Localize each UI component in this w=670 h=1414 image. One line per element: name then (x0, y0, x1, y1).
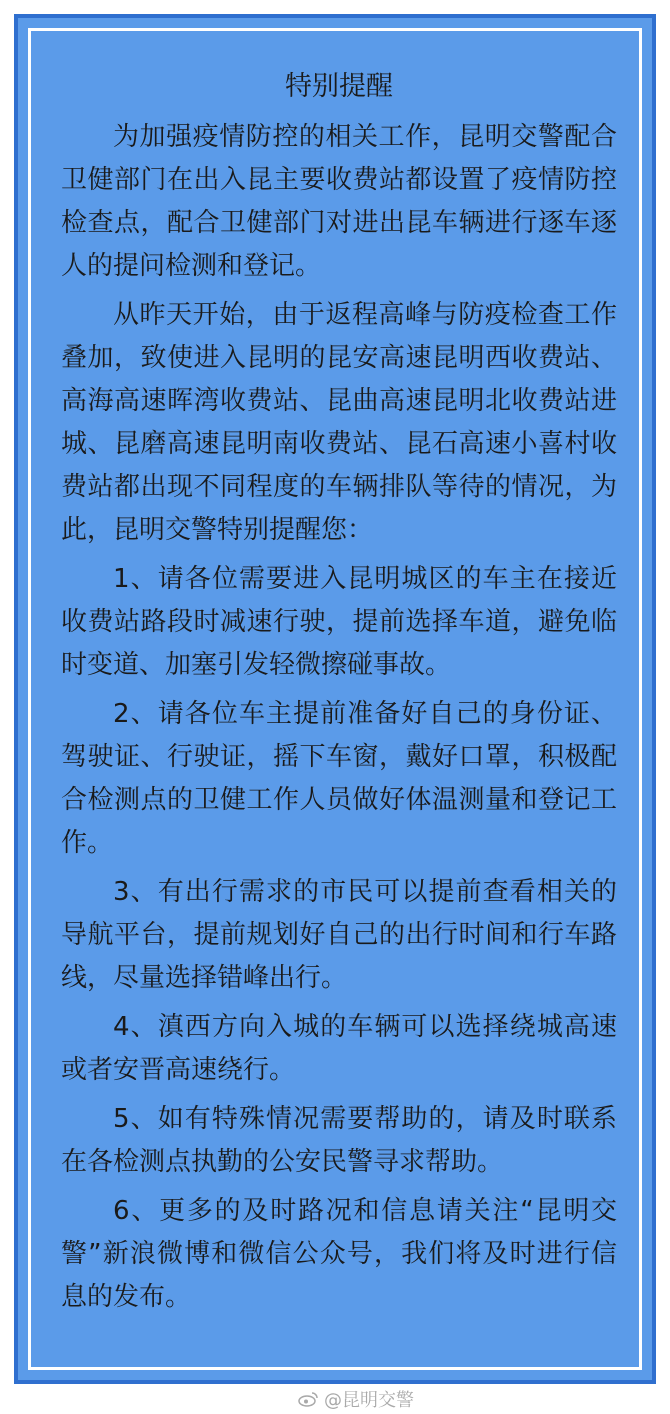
notice-item-6: 6、更多的及时路况和信息请关注“昆明交警”新浪微博和微信公众号，我们将及时进行信息的发布。 (61, 1196, 617, 1312)
notice-item-4: 4、滇西方向入城的车辆可以选择绕城高速或者安晋高速绕行。 (61, 1012, 617, 1085)
notice-paragraph-intro: 为加强疫情防控的相关工作，昆明交警配合卫健部门在出入昆主要收费站都设置了疫情防控检查点，配合卫健部门对进出昆车辆进行逐车逐人的提问检测和登记。 (61, 122, 617, 281)
notice-item-5: 5、如有特殊情况需要帮助的，请及时联系在各检测点执勤的公安民警寻求帮助。 (61, 1104, 617, 1177)
weibo-icon (298, 1391, 318, 1407)
notice-item-2: 2、请各位车主提前准备好自己的身份证、驾驶证、行驶证，摇下车窗，戴好口罩，积极配合检测点的卫健工作人员做好体温测量和登记工作。 (61, 699, 617, 858)
watermark (298, 1386, 414, 1412)
notice-item-1: 1、请各位需要进入昆明城区的车主在接近收费站路段时减速行驶，提前选择车道，避免临时变道、加塞引发轻微擦碰事故。 (61, 564, 617, 680)
notice-frame (14, 14, 656, 1384)
watermark-text: @昆明交警 (324, 1390, 414, 1411)
notice-title: 特别提醒 (285, 71, 393, 102)
notice-item-3: 3、有出行需求的市民可以提前查看相关的导航平台，提前规划好自己的出行时间和行车路线，尽量选择错峰出行。 (61, 877, 617, 993)
notice-inner-border (28, 28, 642, 1370)
notice-paragraph-situation: 从昨天开始，由于返程高峰与防疫检查工作叠加，致使进入昆明的昆安高速昆明西收费站、高海高速晖湾收费站、昆曲高速昆明北收费站进城、昆磨高速昆明南收费站、昆石高速小喜村收费站都出现不同程度的车辆排队等待的情况，为此，昆明交警特别提醒您： (61, 300, 617, 545)
